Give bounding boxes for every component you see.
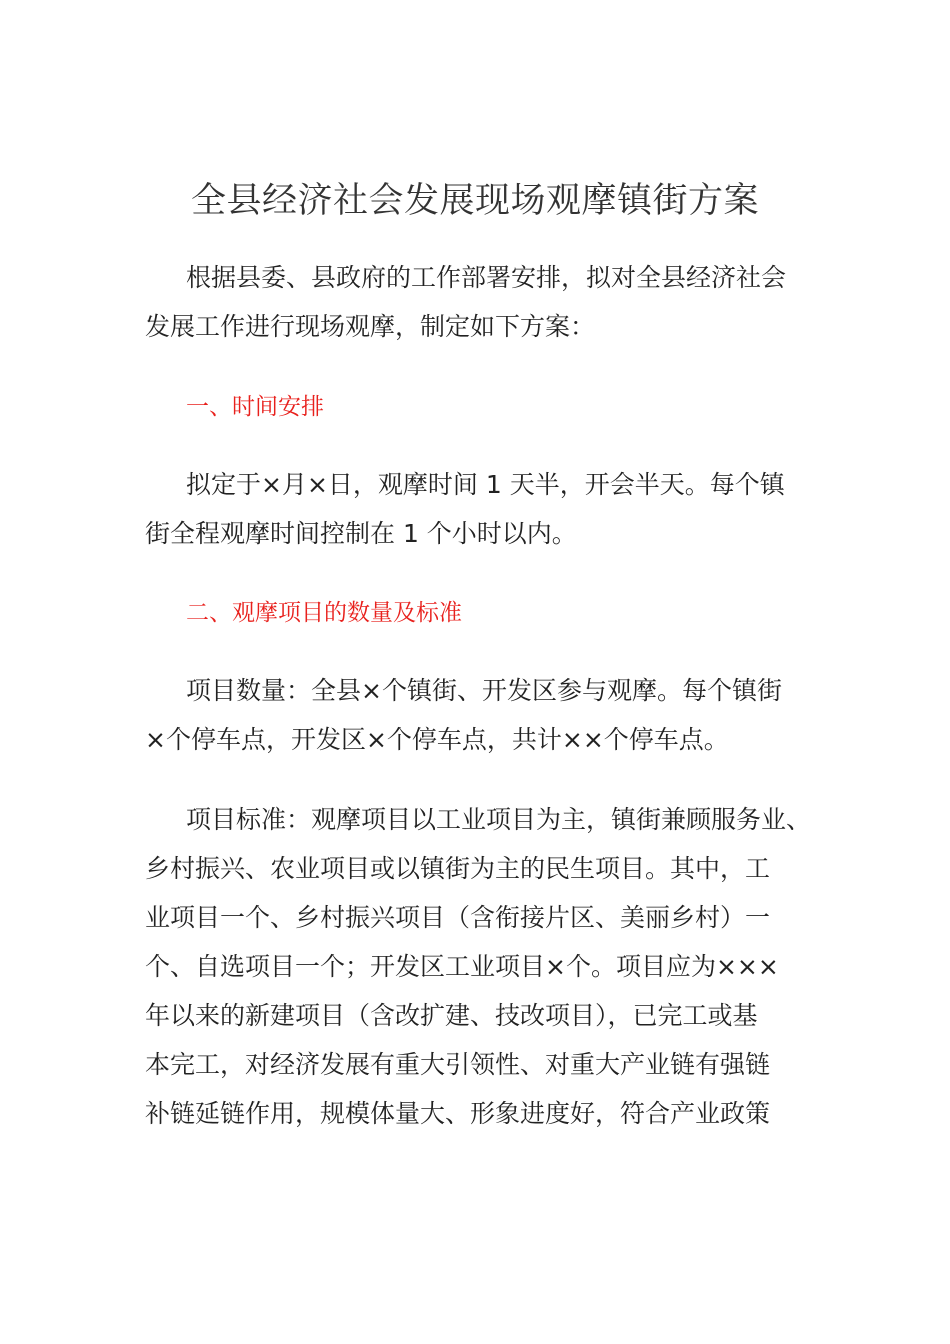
standard-line-3: 业项目一个、乡村振兴项目（含衔接片区、美丽乡村）一 xyxy=(145,903,771,932)
document-title: 全县经济社会发展现场观摩镇街方案 xyxy=(190,181,759,221)
schedule-line-1: 拟定于×月×日，观摩时间 1 天半，开会半天。每个镇 xyxy=(186,470,785,499)
section-heading-schedule: 一、时间安排 xyxy=(186,394,324,420)
section-heading-projects: 二、观摩项目的数量及标准 xyxy=(186,600,462,626)
quantity-paragraph xyxy=(145,666,813,764)
intro-paragraph xyxy=(145,253,813,351)
intro-line-2: 发展工作进行现场观摩，制定如下方案： xyxy=(145,312,596,341)
intro-line-1: 根据县委、县政府的工作部署安排，拟对全县经济社会 xyxy=(186,263,787,292)
standard-line-5: 年以来的新建项目（含改扩建、技改项目），已完工或基 xyxy=(145,1001,758,1030)
standard-line-4: 个、自选项目一个；开发区工业项目×个。项目应为××× xyxy=(145,952,779,981)
standard-paragraph xyxy=(145,795,813,1138)
quantity-line-2: ×个停车点，开发区×个停车点，共计××个停车点。 xyxy=(145,725,729,754)
standard-line-2: 乡村振兴、农业项目或以镇街为主的民生项目。其中，工 xyxy=(145,854,771,883)
standard-line-6: 本完工，对经济发展有重大引领性、对重大产业链有强链 xyxy=(145,1050,771,1079)
schedule-line-2: 街全程观摩时间控制在 1 个小时以内。 xyxy=(145,519,577,548)
standard-line-7: 补链延链作用，规模体量大、形象进度好，符合产业政策 xyxy=(145,1099,771,1128)
quantity-line-1: 项目数量：全县×个镇街、开发区参与观摩。每个镇街 xyxy=(186,676,782,705)
standard-line-1: 项目标准：观摩项目以工业项目为主，镇街兼顾服务业、 xyxy=(186,805,812,834)
schedule-paragraph xyxy=(145,460,813,558)
